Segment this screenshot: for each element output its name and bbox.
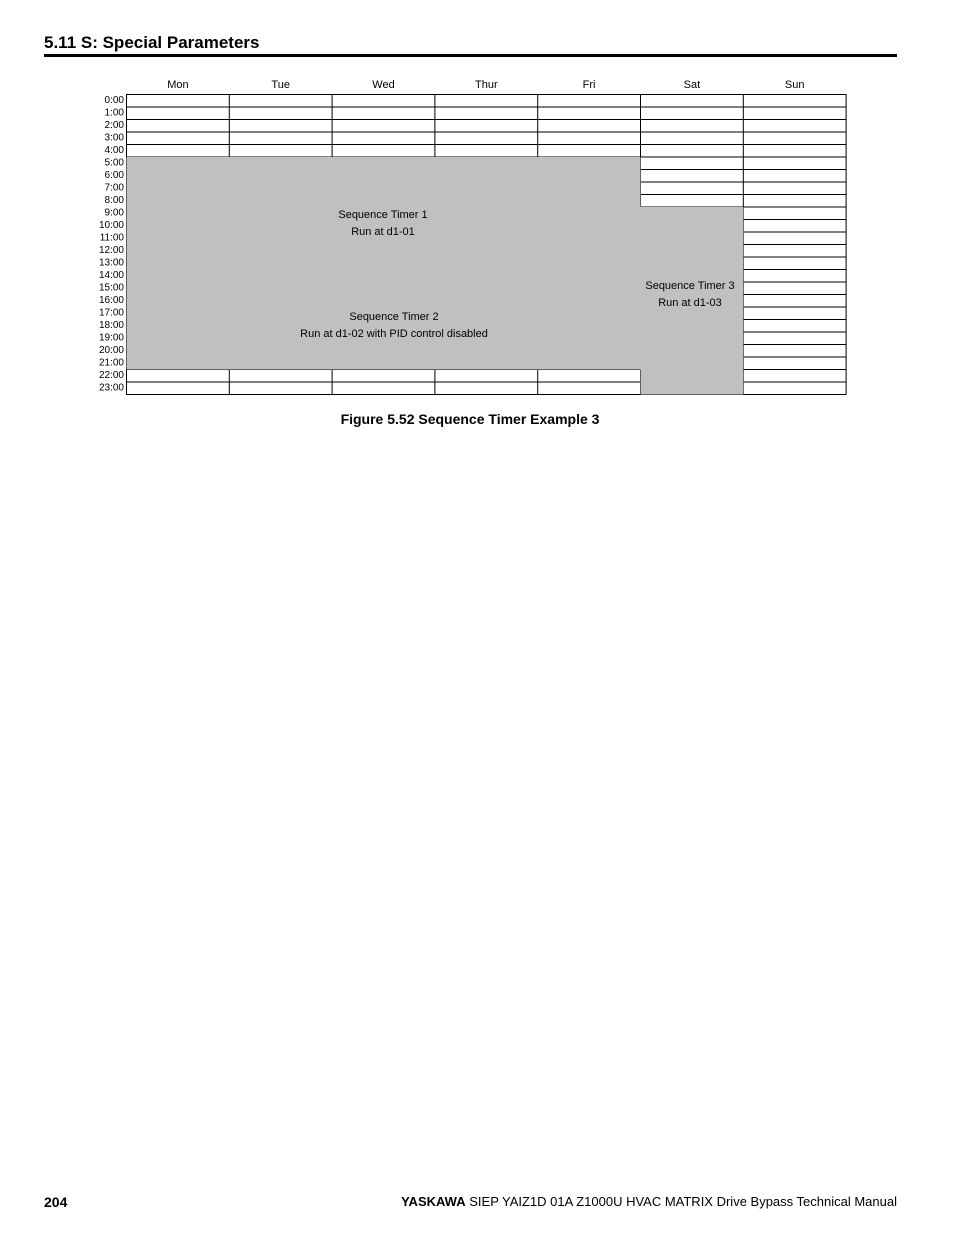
manual-name: SIEP YAIZ1D 01A Z1000U HVAC MATRIX Drive Bypass Technical Manual — [469, 1194, 897, 1209]
day-label: Sun — [784, 79, 805, 91]
hour-label: 18:00 — [98, 320, 124, 331]
day-label: Tue — [271, 79, 290, 91]
hour-label: 1:00 — [104, 107, 124, 119]
hour-label: 22:00 — [98, 370, 124, 381]
hour-label: 12:00 — [98, 245, 124, 256]
timer-label: Sequence Timer 1 — [338, 209, 428, 221]
brand-name: YASKAWA — [401, 1194, 466, 1209]
timer-blocks — [127, 157, 744, 395]
hour-label: 7:00 — [104, 182, 124, 194]
hour-label: 20:00 — [98, 345, 124, 356]
hour-labels — [99, 95, 124, 394]
hour-label: 15:00 — [98, 282, 124, 294]
timer-block — [127, 282, 641, 370]
timer-label: Run at d1-03 — [658, 297, 722, 309]
hour-label: 23:00 — [98, 382, 124, 394]
day-label: Mon — [167, 79, 189, 91]
hour-label: 4:00 — [104, 145, 124, 156]
hour-label: 21:00 — [98, 357, 124, 369]
hour-label: 14:00 — [98, 270, 124, 281]
hour-label: 8:00 — [104, 195, 124, 206]
hour-label: 13:00 — [98, 257, 124, 269]
hour-label: 10:00 — [98, 220, 124, 231]
hour-label: 2:00 — [104, 120, 124, 131]
hour-label: 6:00 — [104, 170, 124, 181]
day-label: Fri — [582, 79, 596, 91]
hour-label: 9:00 — [104, 207, 124, 219]
hour-label: 19:00 — [98, 332, 124, 344]
hour-label: 16:00 — [98, 295, 124, 306]
manual-title — [401, 1194, 897, 1209]
timer-label: Sequence Timer 2 — [349, 311, 439, 323]
hour-label: 3:00 — [104, 132, 124, 144]
timer-label: Sequence Timer 3 — [645, 280, 735, 292]
hour-label: 11:00 — [99, 232, 124, 244]
page-number: 204 — [44, 1194, 68, 1210]
day-label: Thur — [474, 79, 498, 91]
hour-label: 0:00 — [104, 95, 124, 106]
day-labels — [167, 79, 804, 91]
section-title: 5.11 S: Special Parameters — [44, 33, 260, 52]
day-label: Sat — [683, 79, 701, 91]
figure-caption: Figure 5.52 Sequence Timer Example 3 — [340, 411, 600, 427]
sequence-timer-schedule — [0, 0, 954, 420]
day-label: Wed — [372, 79, 395, 91]
hour-label: 5:00 — [104, 157, 124, 169]
timer-label: Run at d1-02 with PID control disabled — [300, 328, 488, 340]
timer-label: Run at d1-01 — [351, 226, 415, 238]
hour-label: 17:00 — [98, 307, 124, 319]
